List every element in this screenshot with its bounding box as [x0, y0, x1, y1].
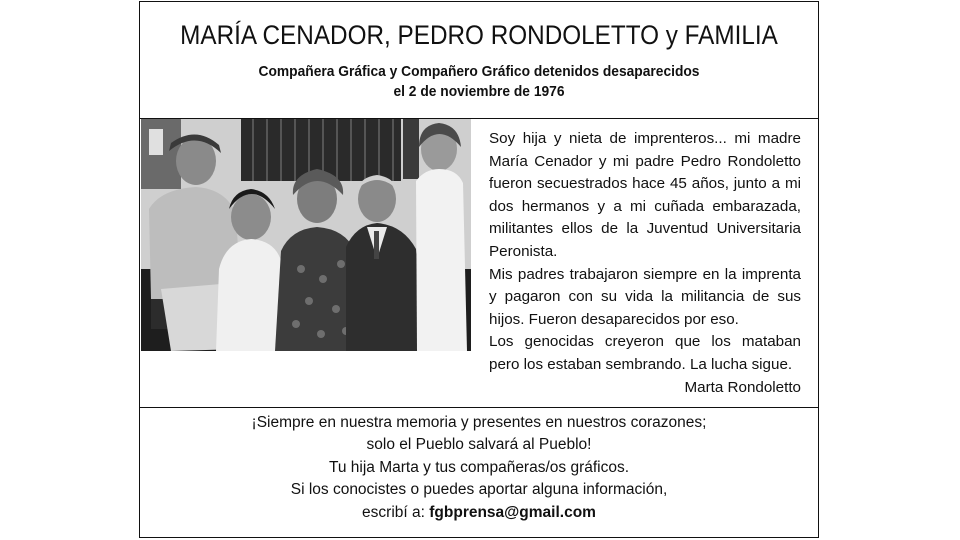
contact-email[interactable]: fgbprensa@gmail.com: [429, 503, 596, 521]
page-title: MARÍA CENADOR, PEDRO RONDOLETTO y FAMILIA: [180, 20, 778, 50]
subtitle-line-1: Compañera Gráfica y Compañero Gráfico detenidos desaparecidos: [258, 63, 700, 80]
family-photo-icon: [141, 119, 471, 351]
footer-line-4: Si los conocistes o puedes aportar alguna información,: [290, 481, 668, 499]
paragraph-2: Mis padres trabajaron siempre en la imprenta y pagaron con su vida la militancia de sus hijos. Fueron desaparecidos por eso.: [489, 265, 801, 328]
notice-frame: [139, 1, 819, 538]
subtitle: [167, 62, 791, 102]
paragraph-1: Soy hija y nieta de imprenteros... mi madre María Cenador y mi padre Pedro Rondoletto fueron secuestrados hace 45 años, junto a mi dos hermanos y a mi cuñada embarazada, militantes ellos de la Juventud Universitaria Peronista.: [489, 130, 801, 260]
divider-bottom: [140, 407, 818, 408]
family-photo: [141, 119, 471, 351]
footer: [140, 412, 818, 524]
footer-line-5: [140, 502, 818, 524]
testimony-text: [489, 128, 801, 399]
header: [140, 2, 818, 119]
signature: Marta Rondoletto: [684, 378, 801, 396]
footer-line-2: solo el Pueblo salvará al Pueblo!: [366, 436, 592, 454]
subtitle-line-2: el 2 de noviembre de 1976: [393, 83, 565, 100]
contact-prefix: escribí a:: [362, 503, 430, 521]
footer-line-1: ¡Siempre en nuestra memoria y presentes en nuestros corazones;: [251, 414, 707, 431]
footer-line-3: Tu hija Marta y tus compañeras/os gráficos.: [328, 458, 630, 476]
paragraph-3: Los genocidas creyeron que los mataban pero los estaban sembrando. La lucha sigue.: [489, 333, 801, 373]
